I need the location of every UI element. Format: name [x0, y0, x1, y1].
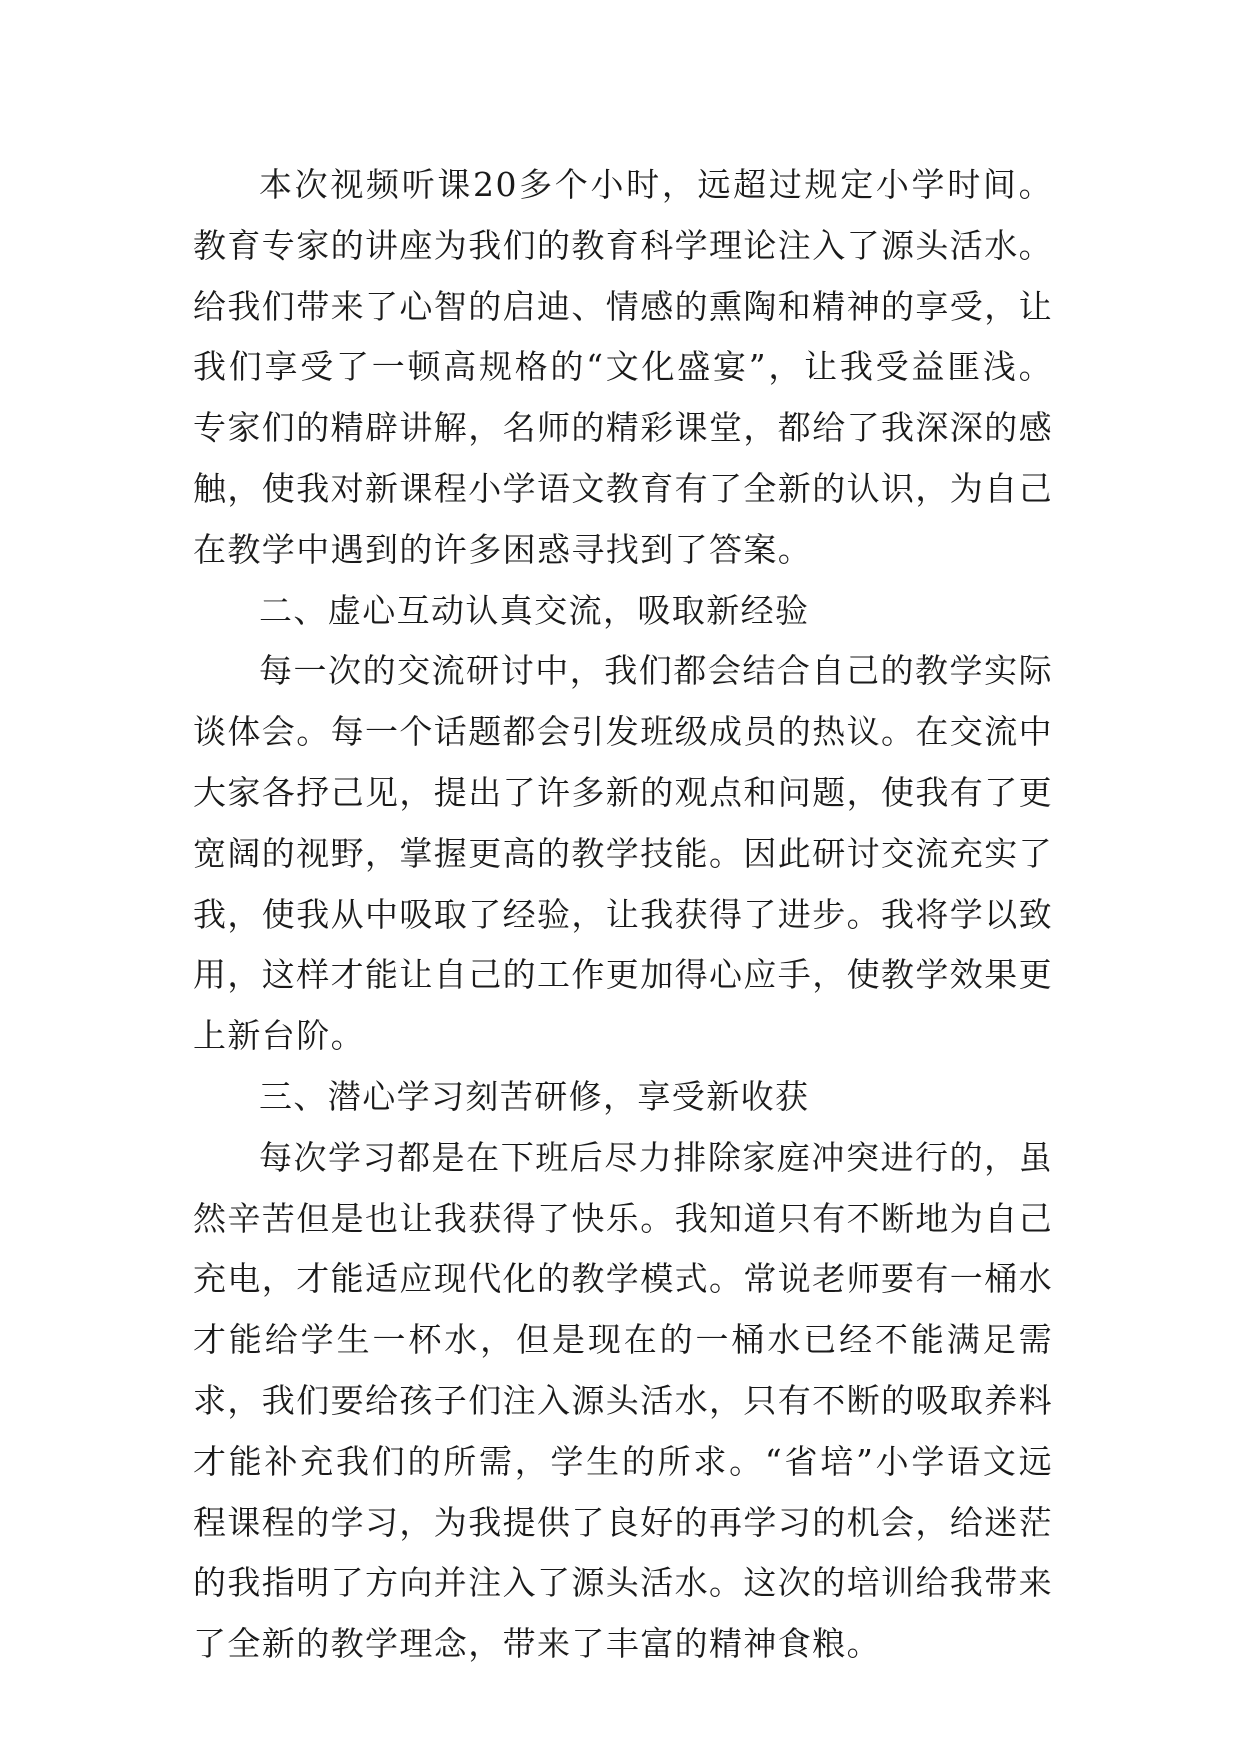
section-heading-2: 二、虚心互动认真交流，吸取新经验 [259, 590, 810, 630]
document-body [193, 155, 1053, 1675]
paragraph-study: 每次学习都是在下班后尽力排除家庭冲突进行的，虽然辛苦但是也让我获得了快乐。我知道只有不断地为自己充电，才能适应现代化的教学模式。常说老师要有一桶水才能给学生一杯水，但是现在的一桶水已经不能满足需求，我们要给孩子们注入源头活水，只有不断的吸取养料才能补充我们的所需，学生的所求。“省培”小学语文远程课程的学习，为我提供了良好的再学习的机会，给迷茫的我指明了方向并注入了源头活水。这次的培训给我带来了全新的教学理念，带来了丰富的精神食粮。 [193, 1137, 1053, 1664]
paragraph-exchange: 每一次的交流研讨中，我们都会结合自己的教学实际谈体会。每一个话题都会引发班级成员的热议。在交流中大家各抒己见，提出了许多新的观点和问题，使我有了更宽阔的视野，掌握更高的教学技能。因此研讨交流充实了我，使我从中吸取了经验，让我获得了进步。我将学以致用，这样才能让自己的工作更加得心应手，使教学效果更上新台阶。 [193, 651, 1053, 1056]
section-heading-3: 三、潜心学习刻苦研修，享受新收获 [259, 1076, 810, 1116]
paragraph-video-lectures: 本次视频听课20多个小时，远超过规定小学时间。教育专家的讲座为我们的教育科学理论注入了源头活水。给我们带来了心智的启迪、情感的熏陶和精神的享受，让我们享受了一顿高规格的“文化盛宴”，让我受益匪浅。专家们的精辟讲解，名师的精彩课堂，都给了我深深的感触，使我对新课程小学语文教育有了全新的认识，为自己在教学中遇到的许多困惑寻找到了答案。 [193, 165, 1053, 569]
